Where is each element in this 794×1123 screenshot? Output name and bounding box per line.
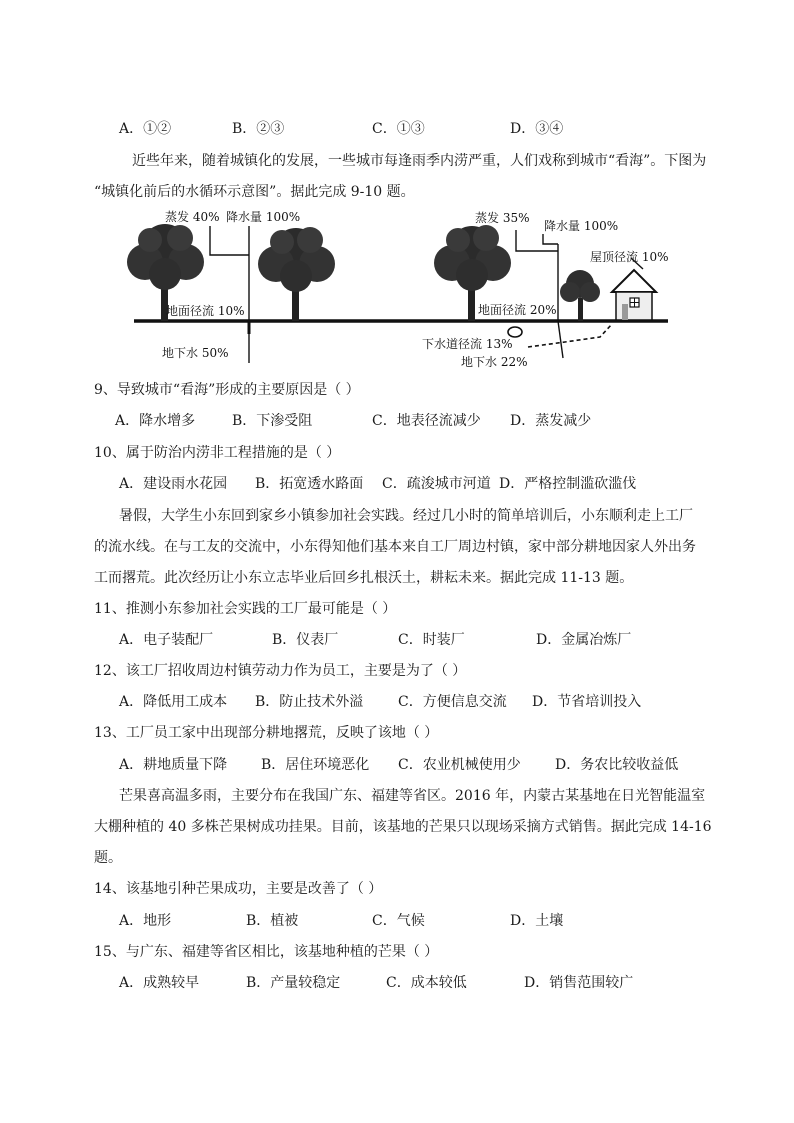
sewer-inlet — [508, 327, 522, 337]
q14-option-c: C．气候 — [372, 913, 425, 929]
label-evaporation-before: 蒸发 40% — [165, 210, 220, 224]
precipitation-branch-after — [543, 234, 558, 244]
groundwater-line-after — [558, 321, 563, 358]
sewer-pipe — [528, 324, 612, 347]
q11-option-c: C．时装厂 — [398, 632, 465, 648]
q11-option-d: D．金属冶炼厂 — [536, 632, 632, 648]
label-groundwater-after: 地下水 22% — [461, 355, 528, 369]
small-tree-icon — [560, 270, 600, 321]
label-precipitation-before: 降水量 100% — [226, 210, 301, 224]
q12-option-b: B．防止技术外溢 — [255, 694, 364, 710]
label-groundwater-before: 地下水 50% — [162, 346, 229, 360]
house-icon — [612, 270, 656, 320]
q10-stem: 10、属于防治内涝非工程措施的是（ ） — [94, 445, 341, 461]
label-surface-runoff-after: 地面径流 20% — [478, 303, 557, 317]
q10-option-c: C．疏浚城市河道 — [382, 476, 491, 492]
prev-option-c: C．①③ — [372, 121, 425, 137]
q12-option-c: C．方便信息交流 — [398, 694, 507, 710]
label-evaporation-after: 蒸发 35% — [475, 211, 530, 225]
evaporation-line-before — [210, 226, 249, 255]
q15-option-c: C．成本较低 — [386, 975, 467, 991]
q11-option-b: B．仪表厂 — [272, 632, 339, 648]
label-roof-runoff-after: 屋顶径流 10% — [590, 250, 669, 264]
intro-9-10-line1: 近些年来，随着城镇化的发展，一些城市每逢雨季内涝严重，人们戏称到城市“看海”。下图为 — [132, 153, 707, 169]
prev-option-b: B．②③ — [232, 121, 285, 137]
q9-option-b: B．下渗受阻 — [232, 413, 313, 429]
evaporation-line-after — [516, 230, 558, 251]
water-cycle-diagram — [0, 200, 794, 378]
q9-option-a: A．降水增多 — [115, 413, 196, 429]
intro-14-16-line1: 芒果喜高温多雨，主要分布在我国广东、福建等省区。2016 年，内蒙古某基地在日光智能温室 — [119, 788, 706, 804]
q10-option-a: A．建设雨水花园 — [119, 476, 228, 492]
q15-option-a: A．成熟较早 — [119, 975, 200, 991]
intro-11-13-line2: 的流水线。在与工友的交流中，小东得知他们基本来自工厂周边村镇，家中部分耕地因家人外出务 — [94, 539, 696, 555]
q13-stem: 13、工厂员工家中出现部分耕地撂荒，反映了该地（ ） — [94, 725, 439, 741]
intro-9-10-line2: “城镇化前后的水循环示意图”。据此完成 9-10 题。 — [94, 184, 415, 200]
q13-option-b: B．居住环境恶化 — [261, 757, 370, 773]
prev-option-a: A．①② — [119, 121, 172, 137]
label-surface-runoff-before: 地面径流 10% — [166, 304, 245, 318]
q13-option-c: C．农业机械使用少 — [398, 757, 521, 773]
tree-icon — [258, 227, 335, 321]
q14-option-b: B．植被 — [246, 913, 299, 929]
q9-option-d: D．蒸发减少 — [510, 413, 592, 429]
intro-14-16-line2: 大棚种植的 40 多株芒果树成功挂果。目前，该基地的芒果只以现场采摘方式销售。据此完成 14-16 — [94, 819, 712, 835]
q13-option-d: D．务农比较收益低 — [555, 757, 679, 773]
q12-option-d: D．节省培训投入 — [532, 694, 642, 710]
q11-stem: 11、推测小东参加社会实践的工厂最可能是（ ） — [94, 601, 397, 617]
label-sewer-runoff-after: 下水道径流 13% — [422, 337, 513, 351]
q14-stem: 14、该基地引种芒果成功，主要是改善了（ ） — [94, 881, 383, 897]
q13-option-a: A．耕地质量下降 — [119, 757, 228, 773]
q14-option-a: A．地形 — [119, 913, 172, 929]
q14-option-d: D．土壤 — [510, 913, 564, 929]
q15-option-d: D．销售范围较广 — [524, 975, 634, 991]
q15-option-b: B．产量较稳定 — [246, 975, 341, 991]
intro-11-13-line1: 暑假，大学生小东回到家乡小镇参加社会实践。经过几小时的简单培训后，小东顺利走上工厂 — [119, 508, 693, 524]
q10-option-b: B．拓宽透水路面 — [255, 476, 364, 492]
q11-option-a: A．电子装配厂 — [119, 632, 214, 648]
prev-option-d: D．③④ — [510, 121, 564, 137]
intro-14-16-line3: 题。 — [94, 850, 122, 866]
label-precipitation-after: 降水量 100% — [544, 219, 619, 233]
intro-11-13-line3: 工而撂荒。此次经历让小东立志毕业后回乡扎根沃土，耕耘未来。据此完成 11-13 题。 — [94, 570, 634, 586]
q12-stem: 12、该工厂招收周边村镇劳动力作为员工，主要是为了（ ） — [94, 663, 467, 679]
q9-stem: 9、导致城市“看海”形成的主要原因是（ ） — [94, 382, 360, 398]
q15-stem: 15、与广东、福建等省区相比，该基地种植的芒果（ ） — [94, 944, 439, 960]
q12-option-a: A．降低用工成本 — [119, 694, 228, 710]
q9-option-c: C．地表径流减少 — [372, 413, 481, 429]
q10-option-d: D．严格控制滥砍滥伐 — [499, 476, 637, 492]
